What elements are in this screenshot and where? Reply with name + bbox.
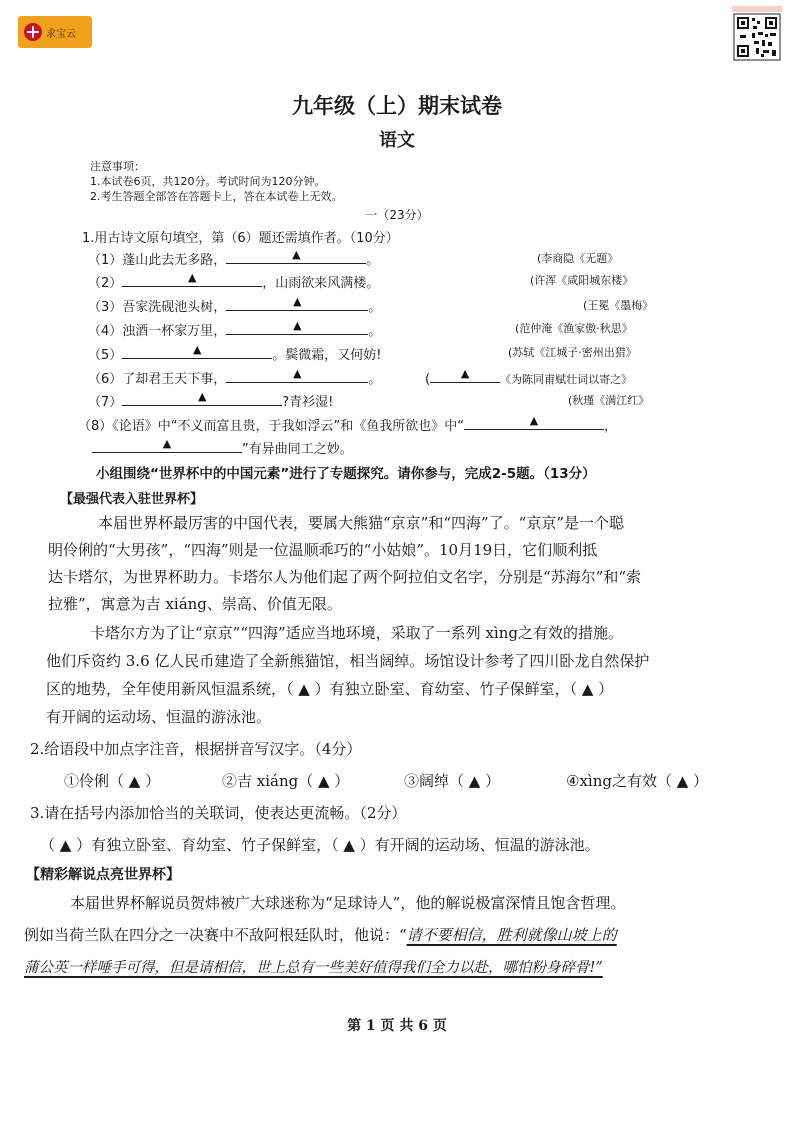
part2-line-3: 蒲公英一样唾手可得，但是请相信，世上总有一些美好值得我们全力以赴，哪怕粉身碎骨!”	[24, 960, 603, 976]
answer-blank[interactable]: ▲	[226, 249, 366, 264]
answer-blank[interactable]: ▲	[122, 391, 282, 406]
q1-line-4: （4）浊酒一杯家万里， ▲ 。	[88, 319, 382, 339]
answer-blank[interactable]: ▲	[464, 415, 604, 430]
part2-line-2: 例如当荷兰队在四分之一决赛中不敌阿根廷队时，他说：“请不要相信，胜利就像山坡上的	[24, 926, 617, 944]
answer-blank[interactable]: ▲	[226, 368, 368, 383]
q1-line-1: （1）蓬山此去无多路， ▲ 。	[88, 248, 380, 268]
q1-source-5: (苏轼《江城子·密州出猎》	[508, 346, 637, 359]
part1-p2-line-4: 有开阔的运动场、恒温的游泳池。	[46, 708, 272, 726]
part1-p2-line-2: 他们斥资约 3.6 亿人民币建造了全新熊猫馆，相当阔绰。场馆设计参考了四川卧龙自然保护	[46, 652, 650, 670]
part1-p1-line-2: 明伶俐的“大男孩”，“四海”则是一位温顺乖巧的“小姑娘”。10月19日，它们顺利抵	[48, 541, 598, 559]
exam-subject: 语文	[379, 130, 415, 151]
q2-item-4[interactable]: ④xìng之有效（ ▲ ）	[566, 772, 709, 790]
q1-line-6: （6）了却君王天下事， ▲ 。	[88, 367, 382, 387]
q1-line-5: （5） ▲ 。鬓微霜，又何妨!	[88, 343, 382, 363]
answer-blank[interactable]: ▲	[122, 272, 262, 287]
part1-p1-line-3: 达卡塔尔，为世界杯助力。卡塔尔人为他们起了两个阿拉伯文名字，分别是“苏海尔”和“索	[48, 568, 642, 586]
exam-title: 九年级（上）期末试卷	[292, 93, 502, 118]
q2-item-3[interactable]: ③阔绰（ ▲ ）	[404, 772, 501, 790]
q1-author-blank: ( ▲ 《为陈同甫赋壮词以寄之》	[425, 367, 633, 387]
logo-text: 求宝云	[46, 28, 76, 40]
page-number: 第 1 页 共 6 页	[347, 1018, 447, 1034]
part1-p1-line-4: 拉雅”，寓意为吉 xiáng、崇高、价值无限。	[48, 595, 342, 613]
brand-logo	[18, 16, 92, 48]
answer-blank[interactable]: ▲	[226, 320, 368, 335]
q1-stem: 1.用古诗文原句填空，第（6）题还需填作者。（10分）	[82, 231, 399, 246]
q1-line-2: （2） ▲ ，山雨欲来风满楼。	[88, 271, 380, 291]
qr-code-icon	[732, 6, 782, 62]
q2-stem: 2.给语段中加点字注音，根据拼音写汉字。（4分）	[30, 740, 362, 758]
handwritten-underline: 请不要相信，胜利就像山坡上的	[406, 926, 617, 944]
q1-source-1: (李商隐《无题》	[537, 252, 619, 265]
part2-heading: 【精彩解说点亮世界杯】	[26, 867, 180, 883]
answer-blank[interactable]: ▲	[122, 344, 272, 359]
part1-p2-line-3: 区的地势，全年使用新风恒温系统，（ ▲ ）有独立卧室、育幼室、竹子保鲜室，（ ▲ ）	[46, 680, 614, 698]
topic-intro: 小组围绕“世界杯中的中国元素”进行了专题探究。请你参与，完成2-5题。（13分）	[96, 466, 596, 482]
q1-source-7: (秋瑾《满江红》	[568, 394, 650, 407]
clover-icon	[24, 23, 42, 41]
q1-source-4: (范仲淹《渔家傲·秋思》	[515, 322, 633, 335]
q1-line-8b: ▲ ”有异曲同工之妙。	[92, 438, 353, 457]
part1-p2-line-1: 卡塔尔方为了让“京京”“四海”适应当地环境，采取了一系列 xìng之有效的措施。	[90, 624, 623, 642]
part2-line-1: 本届世界杯解说员贺炜被广大球迷称为“足球诗人”，他的解说极富深情且饱含哲理。	[70, 894, 626, 912]
notes-item-1: 1.本试卷6页，共120分。考试时间为120分钟。	[90, 175, 326, 188]
part1-p1-line-1: 本届世界杯最厉害的中国代表，要属大熊猫“京京”和“四海”了。“京京”是一个聪	[98, 514, 625, 532]
part1-heading: 【最强代表入驻世界杯】	[60, 492, 204, 507]
answer-blank[interactable]: ▲	[92, 438, 242, 453]
q1-source-2: (许浑《咸阳城东楼》	[530, 274, 634, 287]
q1-line-3: （3）吾家洗砚池头树， ▲ 。	[88, 295, 382, 315]
q3-line[interactable]: （ ▲ ）有独立卧室、育幼室、竹子保鲜室，（ ▲ ）有开阔的运动场、恒温的游泳池。	[40, 836, 600, 854]
q3-stem: 3.请在括号内添加恰当的关联词，使表达更流畅。（2分）	[30, 804, 407, 822]
answer-blank[interactable]: ▲	[430, 368, 500, 383]
notes-heading: 注意事项：	[90, 160, 145, 173]
q1-source-3: (王冕《墨梅》	[583, 299, 654, 312]
q2-item-2[interactable]: ②吉 xiáng（ ▲ ）	[222, 772, 350, 790]
q1-line-8: （8）《论语》中“不义而富且贵，于我如浮云”和《鱼我所欲也》中“ ▲ ，	[78, 414, 617, 434]
notes-item-2: 2.考生答题全部答在答题卡上，答在本试卷上无效。	[90, 190, 343, 203]
section-one-heading: 一（23分）	[365, 208, 429, 222]
q1-line-7: （7） ▲ ?青衫湿!	[88, 390, 334, 410]
q2-item-1[interactable]: ①伶俐（ ▲ ）	[64, 772, 161, 790]
answer-blank[interactable]: ▲	[226, 296, 368, 311]
